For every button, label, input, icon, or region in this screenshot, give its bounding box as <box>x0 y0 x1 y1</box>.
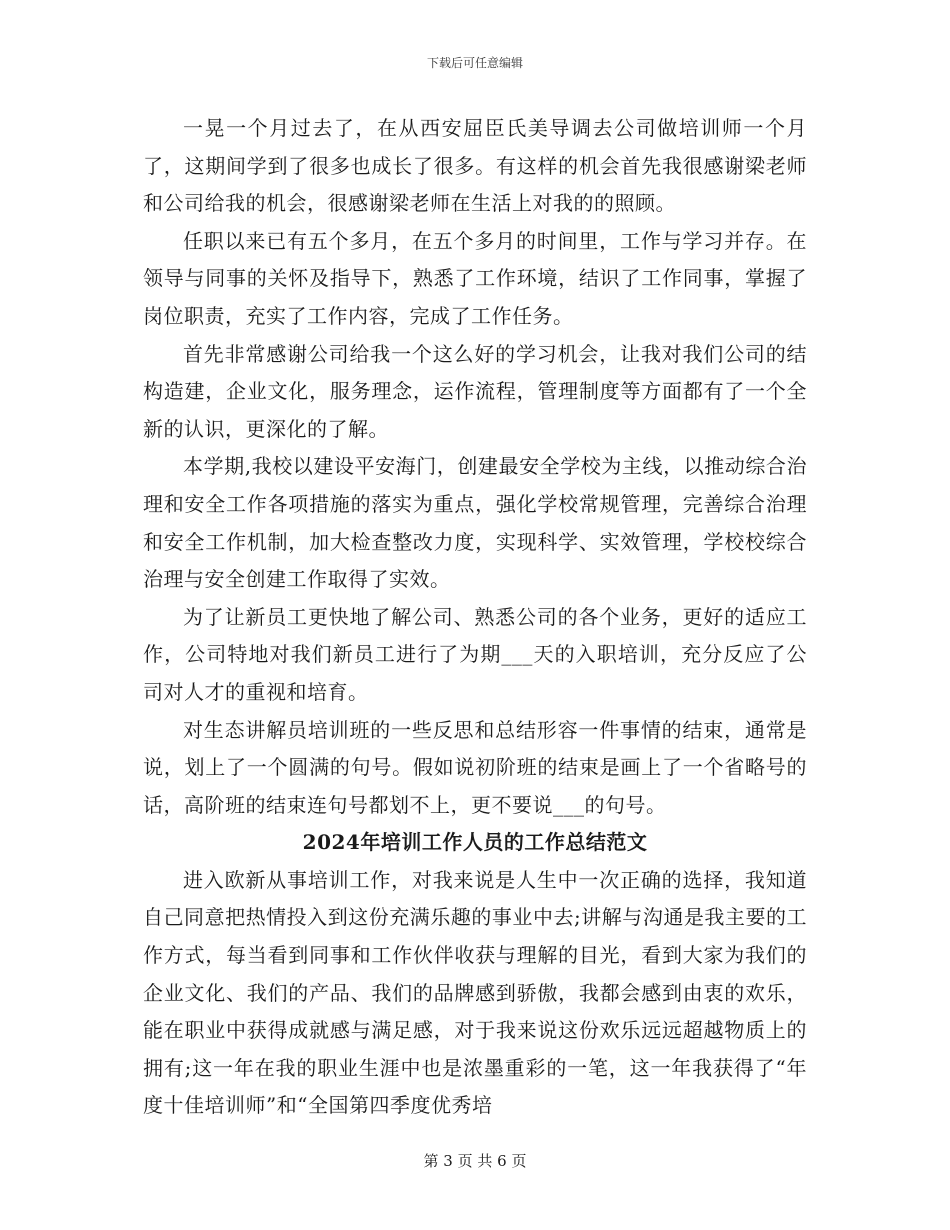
paragraph-6: 对生态讲解员培训班的一些反思和总结形容一件事情的结束，通常是说，划上了一个圆满的句号。假如说初阶班的结束是画上了一个省略号的话，高阶班的结束连句号都划不上，更不要说___的句号。 <box>143 717 807 817</box>
paragraph-3: 首先非常感谢公司给我一个这么好的学习机会，让我对我们公司的结构造建，企业文化，服务理念，运作流程，管理制度等方面都有了一个全新的认识，更深化的了解。 <box>143 341 807 441</box>
section-paragraph-1: 进入欧新从事培训工作，对我来说是人生中一次正确的选择，我知道自己同意把热情投入到这份充满乐趣的事业中去;讲解与沟通是我主要的工作方式，每当看到同事和工作伙伴收获与理解的目光，看到大家为我们的企业文化、我们的产品、我们的品牌感到骄傲，我都会感到由衷的欢乐，能在职业中获得成就感与满足感，对于我来说这份欢乐远远超越物质上的拥有;这一年在我的职业生涯中也是浓墨重彩的一笔，这一年我获得了“年度十佳培训师”和“全国第四季度优秀培 <box>143 867 807 1118</box>
paragraph-2: 任职以来已有五个多月，在五个多月的时间里，工作与学习并存。在领导与同事的关怀及指导下，熟悉了工作环境，结识了工作同事，掌握了岗位职责，充实了工作内容，完成了工作任务。 <box>143 228 807 328</box>
page-footer: 第 3 页 共 6 页 <box>423 1152 527 1170</box>
paragraph-1: 一晃一个月过去了，在从西安屈臣氏美导调去公司做培训师一个月了，这期间学到了很多也成长了很多。有这样的机会首先我很感谢梁老师和公司给我的机会，很感谢梁老师在生活上对我的的照顾。 <box>143 116 807 216</box>
page-header: 下载后可任意编辑 <box>426 56 523 70</box>
paragraph-4: 本学期,我校以建设平安海门，创建最安全学校为主线，以推动综合治理和安全工作各项措施的落实为重点，强化学校常规管理，完善综合治理和安全工作机制，加大检查整改力度，实现科学、实效管理，学校校综合治理与安全创建工作取得了实效。 <box>143 454 807 592</box>
document-body <box>143 110 807 1125</box>
section-title: 2024年培训工作人员的工作总结范文 <box>302 830 648 855</box>
paragraph-5: 为了让新员工更快地了解公司、熟悉公司的各个业务，更好的适应工作，公司特地对我们新员工进行了为期___天的入职培训，充分反应了公司对人才的重视和培育。 <box>143 604 807 704</box>
